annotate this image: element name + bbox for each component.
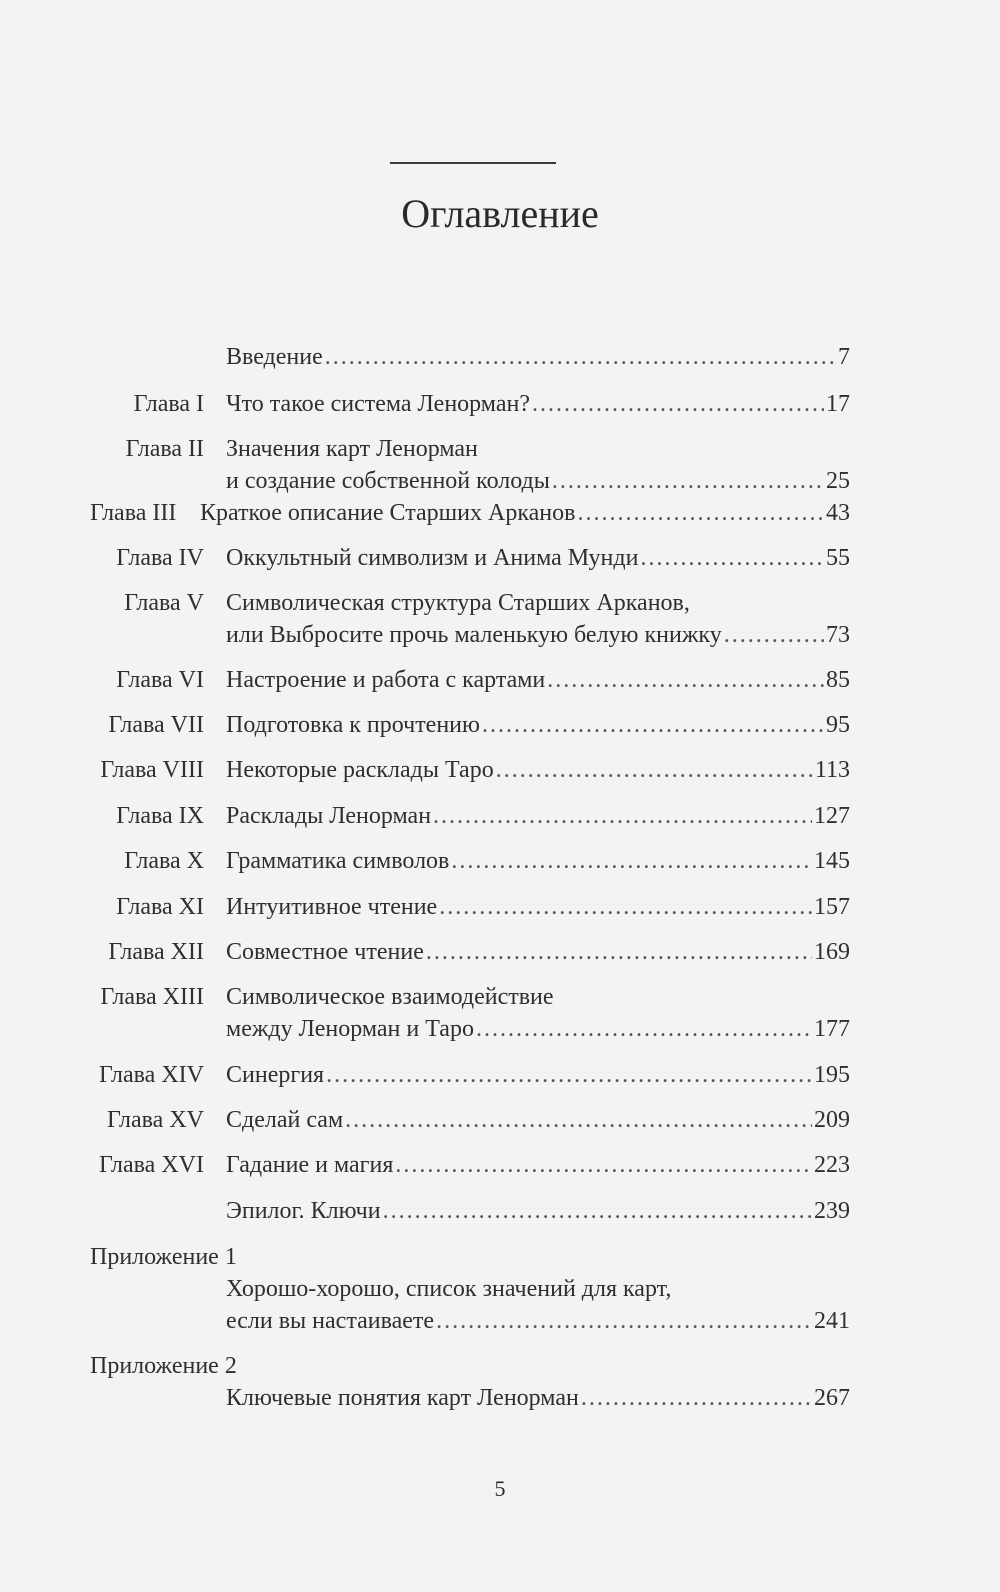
toc-entry-ch6[interactable]: [226, 667, 850, 697]
leader-dots: [640, 545, 824, 572]
leader-dots: [552, 468, 824, 495]
toc-entry-title: Гадание и магия: [226, 1152, 394, 1178]
leader-dots: [476, 1016, 812, 1043]
toc-entry-title: Что такое система Ленорман?: [226, 391, 530, 417]
page-title: Оглавление: [401, 191, 599, 236]
leader-dots: [532, 391, 824, 418]
chapter-label: Глава II: [125, 436, 204, 462]
toc-entry-page: 177: [814, 1016, 850, 1042]
chapter-label: Глава XII: [108, 939, 204, 965]
chapter-label: Глава VII: [108, 712, 204, 738]
toc-entry-page: 127: [814, 803, 850, 829]
toc-entry-title: Ключевые понятия карт Ленорман: [226, 1385, 579, 1411]
leader-dots: [436, 1308, 812, 1335]
toc-entry-title: Оккультный символизм и Анима Мунди: [226, 545, 639, 571]
toc-entry-ch14[interactable]: [226, 1062, 850, 1092]
toc-entry-ch8[interactable]: [226, 757, 850, 787]
leader-dots: [433, 803, 812, 830]
toc-entry-ch2[interactable]: [226, 468, 850, 498]
toc-entry-page: 85: [826, 667, 850, 693]
toc-entry-page: 169: [814, 939, 850, 965]
toc-entry-page: 239: [814, 1198, 850, 1224]
leader-dots: [326, 1062, 812, 1089]
toc-entry-page: 55: [826, 545, 850, 571]
chapter-label: Глава XV: [106, 1107, 204, 1133]
chapter-label: Глава IX: [116, 803, 204, 829]
toc-entry-ch13[interactable]: [226, 1016, 850, 1046]
toc-entry-title: если вы настаиваете: [226, 1308, 435, 1334]
toc-entry-app1[interactable]: [226, 1308, 850, 1338]
leader-dots: [439, 894, 812, 921]
toc-entry-page: 7: [838, 344, 850, 370]
toc-entry-title: Эпилог. Ключи: [226, 1198, 381, 1224]
toc-entry-title: Некоторые расклады Таро: [226, 757, 494, 783]
leader-dots: [345, 1107, 812, 1134]
toc-entry-ch12[interactable]: [226, 939, 850, 969]
toc-entry-title: Совместное чтение: [226, 939, 424, 965]
leader-dots: [581, 1385, 812, 1412]
toc-entry-page: 25: [826, 468, 850, 494]
toc-entry-page: 113: [814, 757, 850, 783]
toc-entry-title: Сделай сам: [226, 1107, 344, 1133]
toc-entry-app2[interactable]: [226, 1385, 850, 1415]
leader-dots: [496, 757, 813, 784]
toc-entry-title: между Ленорман и Таро: [226, 1016, 474, 1042]
toc-entry-page: 241: [814, 1308, 850, 1334]
toc-entry-page: 95: [826, 712, 850, 738]
toc-entry-ch9[interactable]: [226, 803, 850, 833]
toc-entry-title: Интуитивное чтение: [226, 894, 438, 920]
toc-entry-intro[interactable]: [226, 344, 850, 374]
toc-entry-page: 17: [826, 391, 850, 417]
leader-dots: [325, 344, 836, 371]
toc-entry-title: Подготовка к прочтению: [226, 712, 480, 738]
toc-entry-ch10[interactable]: [226, 848, 850, 878]
toc-entry-title-line1: Значения карт Ленорман: [226, 436, 478, 462]
chapter-label: Глава I: [133, 391, 204, 417]
toc-entry-page: 43: [826, 500, 850, 526]
decorative-rule: [390, 162, 556, 164]
toc-entry-title: Синергия: [226, 1062, 325, 1088]
toc-entry-title-line1: Символическая структура Старших Арканов,: [226, 590, 690, 616]
chapter-label: Глава XIII: [100, 984, 204, 1010]
toc-entry-ch3[interactable]: [200, 500, 850, 530]
chapter-label: Глава XVI: [98, 1152, 204, 1178]
toc-entry-ch4[interactable]: [226, 545, 850, 575]
toc-entry-title: Грамматика символов: [226, 848, 450, 874]
toc-entry-ch16[interactable]: [226, 1152, 850, 1182]
toc-entry-ch5[interactable]: [226, 622, 850, 652]
toc-entry-title-line1: Символическое взаимодействие: [226, 984, 554, 1010]
toc-entry-epilogue[interactable]: [226, 1198, 850, 1228]
toc-entry-title: Настроение и работа с картами: [226, 667, 546, 693]
toc-entry-title: Расклады Ленорман: [226, 803, 432, 829]
toc-entry-ch11[interactable]: [226, 894, 850, 924]
leader-dots: [724, 622, 824, 649]
toc-entry-page: 195: [814, 1062, 850, 1088]
toc-entry-page: 223: [814, 1152, 850, 1178]
chapter-label: Глава VIII: [100, 757, 204, 783]
leader-dots: [577, 500, 824, 527]
chapter-label: Глава IV: [116, 545, 204, 571]
leader-dots: [395, 1152, 812, 1179]
toc-entry-ch15[interactable]: [226, 1107, 850, 1137]
appendix-label: Приложение 2: [90, 1353, 237, 1379]
chapter-label: Глава VI: [116, 667, 204, 693]
toc-entry-ch7[interactable]: [226, 712, 850, 742]
toc-entry-title: Введение: [226, 344, 323, 370]
chapter-label: Глава XI: [116, 894, 204, 920]
leader-dots: [451, 848, 812, 875]
toc-entry-page: 209: [814, 1107, 850, 1133]
leader-dots: [426, 939, 812, 966]
chapter-label: Глава X: [124, 848, 204, 874]
toc-entry-ch1[interactable]: [226, 391, 850, 421]
toc-entry-page: 145: [814, 848, 850, 874]
toc-entry-title-line1: Хорошо-хорошо, список значений для карт,: [226, 1276, 672, 1302]
toc-entry-page: 267: [814, 1385, 850, 1411]
leader-dots: [547, 667, 824, 694]
chapter-label: Глава V: [124, 590, 204, 616]
toc-entry-page: 73: [826, 622, 850, 648]
toc-entry-title: или Выбросите прочь маленькую белую книжку: [226, 622, 722, 648]
leader-dots: [482, 712, 824, 739]
chapter-label: Глава XIV: [98, 1062, 204, 1088]
leader-dots: [383, 1198, 812, 1225]
appendix-label: Приложение 1: [90, 1244, 237, 1270]
toc-entry-title: и создание собственной колоды: [226, 468, 550, 494]
toc-entry-page: 157: [814, 894, 850, 920]
page-number: 5: [494, 1476, 506, 1501]
toc-entry-title: Краткое описание Старших Арканов: [200, 500, 576, 526]
chapter-label: Глава III: [90, 500, 177, 526]
